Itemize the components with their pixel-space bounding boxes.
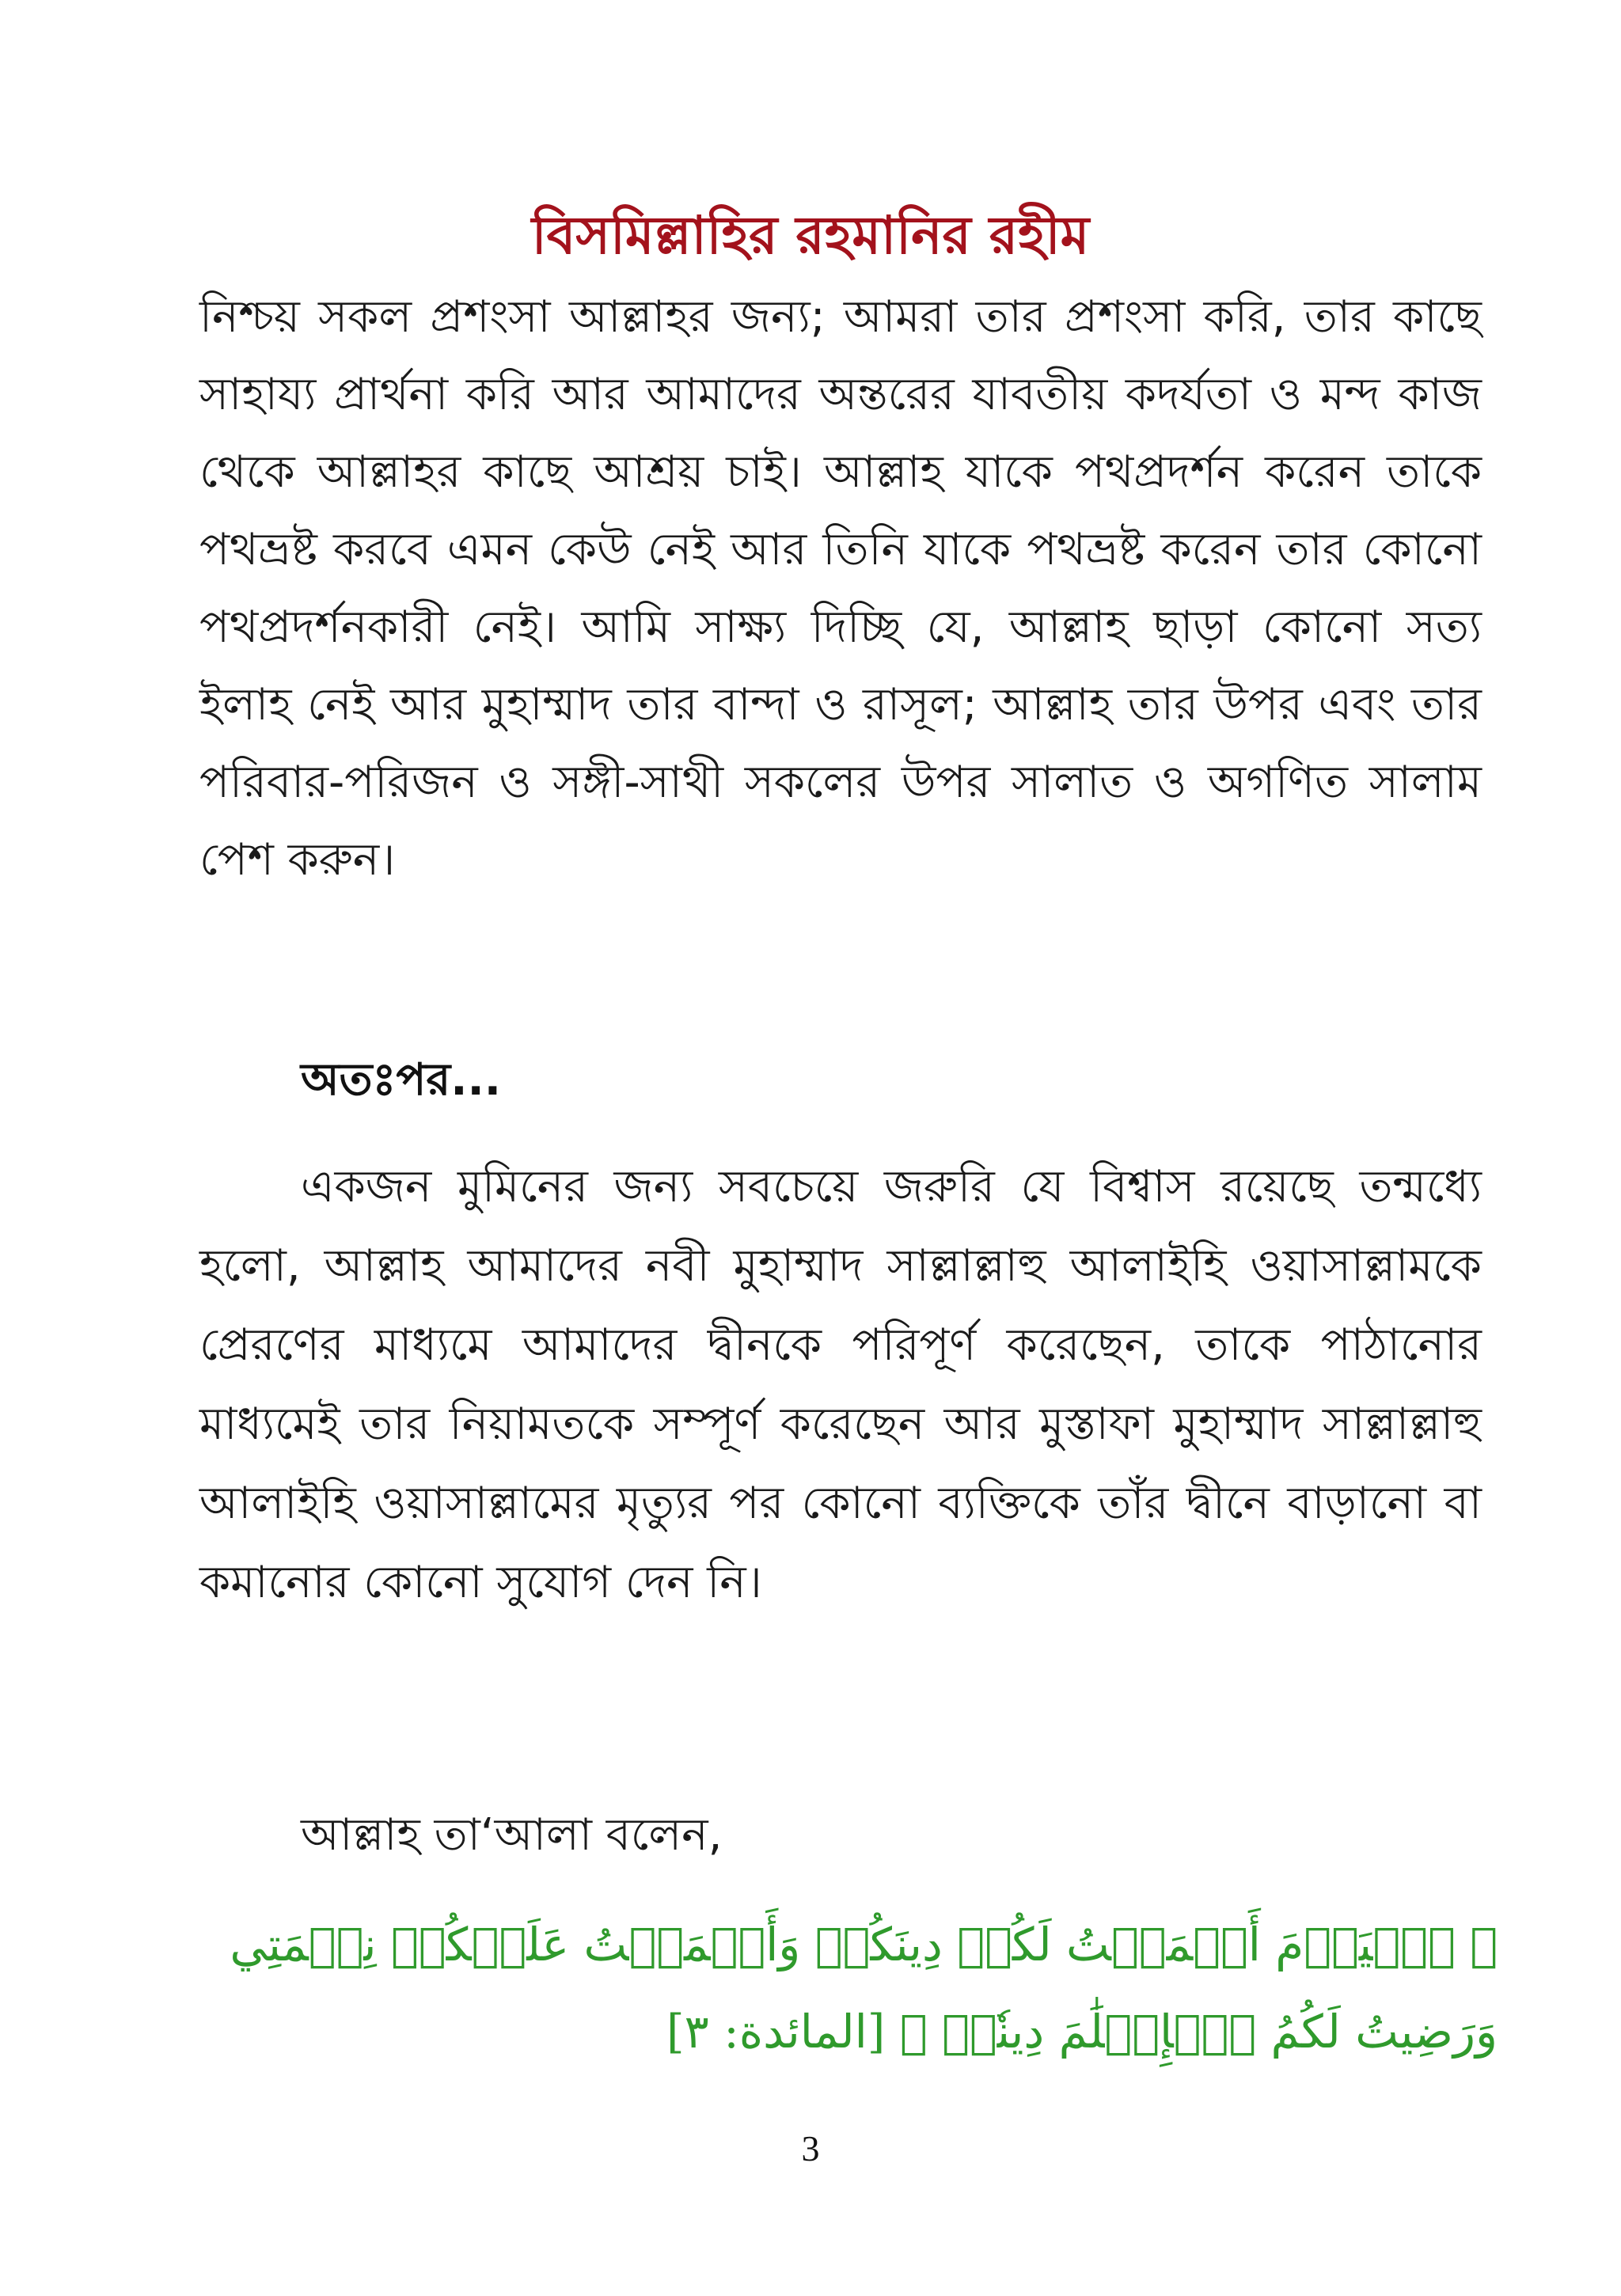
- verse-open-bracket: ﴿: [1470, 1918, 1498, 1972]
- section-subheading: অতঃপর...: [301, 1054, 502, 1106]
- verse-intro-line: আল্লাহ তা‘আলা বলেন,: [301, 1809, 723, 1861]
- verse-close-bracket: ﴾: [899, 2005, 928, 2059]
- verse-text: ٱلۡيَوۡمَ أَكۡمَلۡتُ لَكُمۡ دِينَكُمۡ وَأَتۡمَمۡتُ عَلَيۡكُمۡ نِعۡمَتِي وَرَضِيتُ لَكُمُ ٱلۡإِسۡلَٰمَ دِينٗاۚ: [230, 1918, 1498, 2059]
- opening-paragraph: নিশ্চয় সকল প্রশংসা আল্লাহর জন্য; আমরা তার প্রশংসা করি, তার কাছে সাহায্য প্রার্থনা করি আর আমাদের অন্তরের যাবতীয় কদর্যতা ও মন্দ কাজ থেকে আল্লাহর কাছে আশ্রয় চাই। আল্লাহ যাকে পথপ্রদর্শন করেন তাকে পথভ্রষ্ট করবে এমন কেউ নেই আর তিনি যাকে পথভ্রষ্ট করেন তার কোনো পথপ্রদর্শনকারী নেই। আমি সাক্ষ্য দিচ্ছি যে, আল্লাহ ছাড়া কোনো সত্য ইলাহ নেই আর মুহাম্মাদ তার বান্দা ও রাসূল; আল্লাহ তার উপর এবং তার পরিবার-পরিজন ও সঙ্গী-সাথী সকলের উপর সালাত ও অগণিত সালাম পেশ করুন।: [199, 291, 1482, 886]
- page-heading: বিসমিল্লাহির রহমানির রহীম: [531, 205, 1090, 266]
- verse-reference: [المائدة: ٣]: [666, 2005, 886, 2059]
- quran-verse: [199, 1901, 1498, 2075]
- page-number: 3: [801, 2128, 820, 2169]
- body-paragraph: একজন মুমিনের জন্য সবচেয়ে জরুরি যে বিশ্বাস রয়েছে তন্মধ্যে হলো, আল্লাহ আমাদের নবী মুহাম্মাদ সাল্লাল্লাহু আলাইহি ওয়াসাল্লামকে প্রেরণের মাধ্যমে আমাদের দ্বীনকে পরিপূর্ণ করেছেন, তাকে পাঠানোর মাধ্যমেই তার নিয়ামতকে সম্পূর্ণ করেছেন আর মুস্তাফা মুহাম্মাদ সাল্লাল্লাহু আলাইহি ওয়াসাল্লামের মৃত্যুর পর কোনো ব্যক্তিকে তাঁর দ্বীনে বাড়ানো বা কমানোর কোনো সুযোগ দেন নি।: [199, 1161, 1482, 1608]
